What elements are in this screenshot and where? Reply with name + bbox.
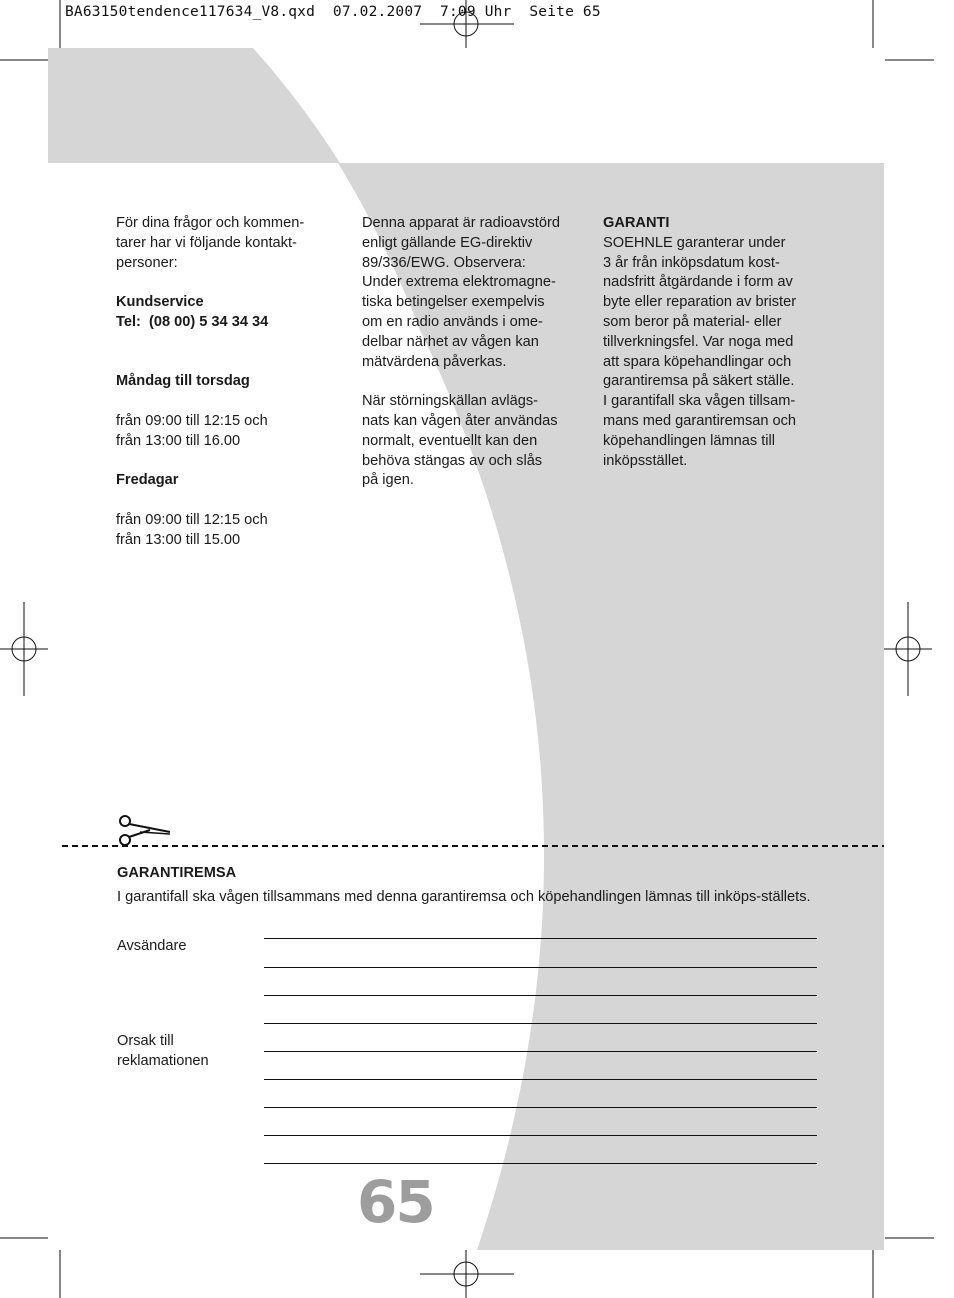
service-title: Kundservice xyxy=(116,294,204,311)
friday-hours-line: från 09:00 till 12:15 och xyxy=(116,511,268,528)
weekdays-hours-line: från 09:00 till 12:15 och xyxy=(116,412,268,429)
intro-line: tarer har vi följande kontakt- xyxy=(116,234,297,251)
registration-mark-left xyxy=(0,602,48,696)
paragraph-line: på igen. xyxy=(362,472,414,489)
paragraph-line: behöva stängas av och slås xyxy=(362,452,543,469)
registration-mark-right xyxy=(884,602,932,696)
warranty-line: köpehandlingen lämnas till xyxy=(603,432,775,449)
warranty-line: nadsfritt åtgärdande i form av xyxy=(603,274,793,291)
friday-hours-line: från 13:00 till 15.00 xyxy=(116,531,241,548)
top-gray-band xyxy=(48,48,340,163)
intro-line: För dina frågor och kommen- xyxy=(116,215,305,231)
contact-column xyxy=(116,214,346,551)
paragraph-line: tiska betingelser exempelvis xyxy=(362,294,545,311)
friday-title: Fredagar xyxy=(116,472,179,489)
warranty-line: garantiremsa på säkert ställe. xyxy=(603,373,795,390)
warranty-line: tillverkningsfel. Var noga med xyxy=(603,333,794,350)
scissors-icon xyxy=(120,816,170,845)
warranty-line: SOEHNLE garanterar under xyxy=(603,234,786,251)
weekdays-title: Måndag till torsdag xyxy=(116,373,250,390)
paragraph-line: enligt gällande EG-direktiv xyxy=(362,234,533,251)
sender-label: Avsändare xyxy=(117,938,187,954)
paragraph-line: normalt, eventuellt kan den xyxy=(362,432,538,449)
registration-mark-bottom xyxy=(420,1250,514,1298)
paragraph-line: 89/336/EWG. Observera: xyxy=(362,254,526,271)
paragraph-line: Under extrema elektromagne- xyxy=(362,274,556,291)
paragraph-line: nats kan vågen åter användas xyxy=(362,412,558,429)
paragraph-line: mätvärdena påverkas. xyxy=(362,353,507,370)
page-number: 65 xyxy=(357,1168,434,1236)
reason-label: Orsak till reklamationen xyxy=(117,1033,209,1069)
weekdays-hours-line: från 13:00 till 16.00 xyxy=(116,432,241,449)
service-phone: Tel: (08 00) 5 34 34 34 xyxy=(116,313,269,330)
paragraph-line: Denna apparat är radioavstörd xyxy=(362,215,560,231)
paragraph-line: om en radio används i ome- xyxy=(362,313,543,330)
warranty-line: byte eller reparation av brister xyxy=(603,294,797,311)
warranty-line: att spara köpehandlingar och xyxy=(603,353,792,370)
warranty-line: inköpsstället. xyxy=(603,452,688,469)
warranty-line: I garantifall ska vågen tillsam- xyxy=(603,393,796,410)
paragraph-line: När störningskällan avlägs- xyxy=(362,393,539,410)
intro-line: personer: xyxy=(116,254,178,271)
warranty-title: GARANTI xyxy=(603,215,670,231)
paragraph-line: delbar närhet av vågen kan xyxy=(362,333,539,350)
warranty-line: mans med garantiremsan och xyxy=(603,412,797,429)
slip-heading: GARANTIREMSA xyxy=(117,865,237,881)
warranty-line: 3 år från inköpsdatum kost- xyxy=(603,254,780,271)
warranty-column xyxy=(603,214,833,471)
warranty-line: som beror på material- eller xyxy=(603,313,782,330)
file-header: BA63150tendence117634_V8.qxd 07.02.2007 7:09 Uhr Seite 65 xyxy=(65,4,601,20)
slip-instructions: I garantifall ska vågen tillsammans med denna garantiremsa och köpehandlingen lämnas till inköps-ställets. xyxy=(117,889,811,905)
radio-interference-column xyxy=(362,214,592,491)
